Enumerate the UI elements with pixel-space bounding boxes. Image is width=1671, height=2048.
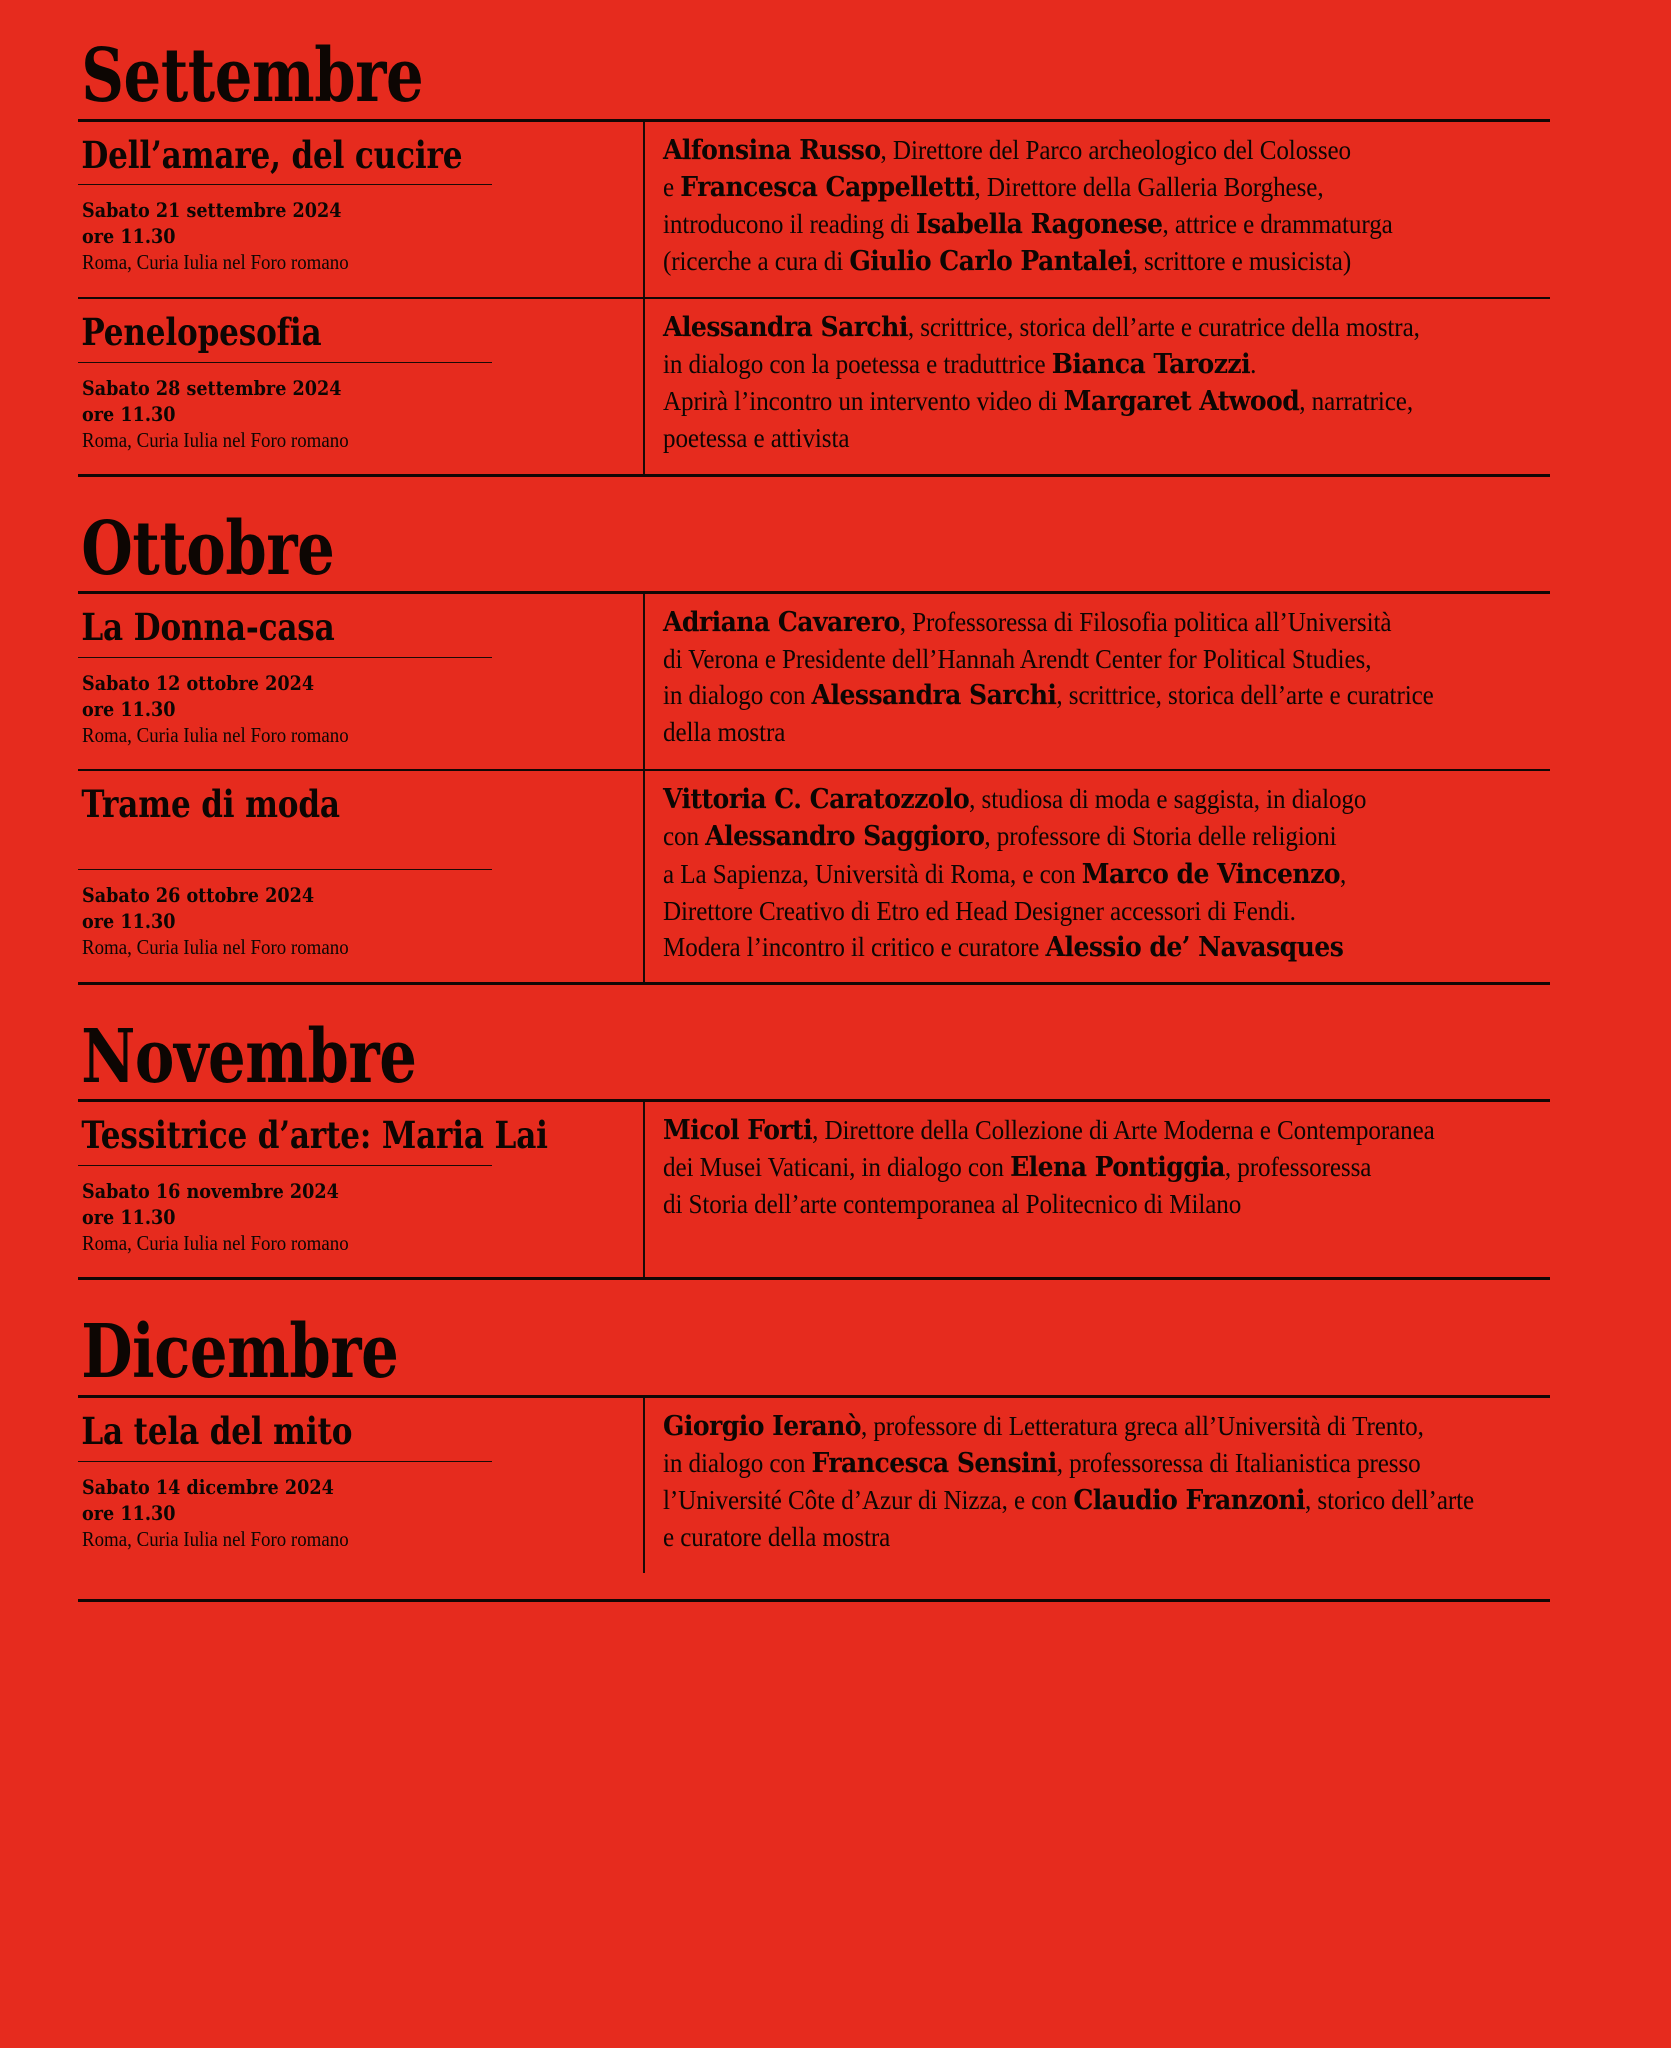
description-line <box>663 856 1488 893</box>
description-line <box>663 818 1488 855</box>
description-text: dei Musei Vaticani, in dialogo con <box>663 1152 1011 1183</box>
description-text: , Professoressa di Filosofia politica all’Università <box>899 607 1392 638</box>
event-left-column <box>78 122 643 297</box>
poster-bottom-divider <box>78 1599 1550 1602</box>
event-time: ore 11.30 <box>82 909 176 934</box>
month-heading: Ottobre <box>81 505 335 592</box>
event-date: Sabato 28 settembre 2024 <box>82 375 342 400</box>
event-meta <box>78 197 619 296</box>
description-line <box>663 604 1488 641</box>
description-line <box>663 641 1488 677</box>
description-text: Aprirà l’incontro un intervento video di <box>663 385 1064 416</box>
description-line <box>663 1149 1488 1186</box>
month-block <box>78 0 1550 477</box>
event-description <box>663 604 1550 766</box>
description-text: , professore di Storia delle religioni <box>984 821 1337 852</box>
description-line <box>663 1112 1488 1149</box>
speaker-name: Francesca Cappelletti <box>680 171 975 203</box>
event-date: Sabato 26 ottobre 2024 <box>82 883 315 908</box>
event-title: La Donna-casa <box>81 605 335 650</box>
event-left-column <box>78 1102 643 1277</box>
description-text: , professoressa di Italianistica presso <box>1056 1447 1421 1478</box>
event-row <box>78 122 1550 297</box>
description-text: , studiosa di moda e saggista, in dialogo <box>969 784 1367 815</box>
speaker-name: Giulio Carlo Pantalei <box>849 245 1132 277</box>
event-meta <box>78 1474 619 1573</box>
description-text: di Storia dell’arte contemporanea al Politecnico di Milano <box>663 1189 1242 1220</box>
description-text: , scrittore e musicista) <box>1131 245 1352 276</box>
event-venue: Roma, Curia Iulia nel Foro romano <box>82 1526 349 1551</box>
event-title: La tela del mito <box>81 1408 353 1453</box>
month-block <box>78 1280 1550 1573</box>
description-text: in dialogo con <box>663 680 812 711</box>
description-line <box>663 1519 1488 1555</box>
event-time: ore 11.30 <box>82 401 176 426</box>
description-line <box>663 893 1488 929</box>
event-meta-divider <box>78 869 492 870</box>
speaker-name: Alessandra Sarchi <box>811 680 1057 712</box>
event-left-column <box>78 594 643 769</box>
event-venue: Roma, Curia Iulia nel Foro romano <box>82 250 349 275</box>
event-description <box>663 1408 1550 1571</box>
description-line <box>663 169 1488 206</box>
description-text: . <box>1250 348 1257 379</box>
event-left-column <box>78 299 643 474</box>
description-text: l’Université Côte d’Azur di Nizza, e con <box>663 1484 1074 1515</box>
event-right-column <box>643 299 1550 474</box>
event-right-column <box>643 122 1550 297</box>
description-text: e <box>663 171 681 202</box>
description-line <box>663 309 1488 346</box>
event-date: Sabato 21 settembre 2024 <box>82 198 342 223</box>
description-line <box>663 243 1488 280</box>
description-line <box>663 1445 1488 1482</box>
event-description <box>663 132 1550 296</box>
speaker-name: Micol Forti <box>663 1115 813 1147</box>
event-right-column <box>643 594 1550 769</box>
speaker-name: Adriana Cavarero <box>663 607 900 639</box>
description-text: con <box>663 821 706 852</box>
speaker-name: Alessandra Sarchi <box>663 311 908 343</box>
description-text: , scrittrice, storica dell’arte e curatrice della mostra, <box>907 311 1420 342</box>
speaker-name: Bianca Tarozzi <box>1051 348 1251 380</box>
event-date: Sabato 12 ottobre 2024 <box>82 671 315 696</box>
description-line <box>663 383 1488 420</box>
event-date: Sabato 16 novembre 2024 <box>82 1178 339 1203</box>
speaker-name: Margaret Atwood <box>1063 385 1300 417</box>
description-line <box>663 677 1488 714</box>
speaker-name: Alfonsina Russo <box>663 134 881 166</box>
description-line <box>663 1408 1488 1445</box>
event-time: ore 11.30 <box>82 1204 176 1229</box>
month-block <box>78 477 1550 985</box>
event-meta <box>78 1178 619 1277</box>
description-text: , Direttore del Parco archeologico del Colosseo <box>880 134 1352 165</box>
description-line <box>663 929 1488 966</box>
description-text: a La Sapienza, Università di Roma, e con <box>663 858 1082 889</box>
event-title: Dell’amare, del cucire <box>81 132 463 177</box>
speaker-name: Isabella Ragonese <box>915 208 1163 240</box>
month-heading: Novembre <box>81 1013 417 1100</box>
description-text: (ricerche a cura di <box>663 245 850 276</box>
speaker-name: Alessio de’ Navasques <box>1045 931 1344 963</box>
event-right-column <box>643 1398 1550 1573</box>
event-left-column <box>78 1398 643 1573</box>
event-meta-divider <box>78 1461 492 1462</box>
event-title: Trame di moda <box>81 782 340 827</box>
month-heading: Settembre <box>81 33 424 119</box>
speaker-name: Marco de Vincenzo <box>1081 858 1340 890</box>
description-text: , Direttore della Collezione di Arte Moderna e Contemporanea <box>812 1115 1435 1146</box>
description-line <box>663 206 1488 243</box>
event-description <box>663 1112 1550 1238</box>
event-row <box>78 771 1550 981</box>
description-text: di Verona e Presidente dell’Hannah Arendt Center for Political Studies, <box>663 644 1372 675</box>
event-left-column <box>78 771 643 981</box>
event-right-column <box>643 771 1550 981</box>
speaker-name: Claudio Franzoni <box>1073 1484 1306 1516</box>
title-spacer <box>78 824 619 869</box>
event-time: ore 11.30 <box>82 224 176 249</box>
speaker-name: Alessandro Saggioro <box>705 821 985 853</box>
event-title: Tessitrice d’arte: Maria Lai <box>81 1113 548 1158</box>
event-venue: Roma, Curia Iulia nel Foro romano <box>82 427 349 452</box>
event-venue: Roma, Curia Iulia nel Foro romano <box>82 1230 349 1255</box>
speaker-name: Elena Pontiggia <box>1010 1152 1225 1184</box>
description-text: Modera l’incontro il critico e curatore <box>663 931 1046 962</box>
description-text: , narratrice, <box>1299 385 1414 416</box>
description-line <box>663 1482 1488 1519</box>
event-meta <box>78 670 619 769</box>
event-meta-divider <box>78 362 492 363</box>
event-row <box>78 299 1550 474</box>
event-time: ore 11.30 <box>82 697 176 722</box>
event-meta-divider <box>78 1165 492 1166</box>
month-heading: Dicembre <box>81 1309 399 1396</box>
description-line <box>663 781 1488 818</box>
description-text: introducono il reading di <box>663 208 916 239</box>
description-text: e curatore della mostra <box>663 1521 891 1552</box>
event-row <box>78 594 1550 769</box>
event-venue: Roma, Curia Iulia nel Foro romano <box>82 723 349 748</box>
event-date: Sabato 14 dicembre 2024 <box>82 1474 334 1499</box>
description-text: , Direttore della Galleria Borghese, <box>974 171 1324 202</box>
event-row <box>78 1398 1550 1573</box>
description-text: della mostra <box>663 717 786 748</box>
description-line <box>663 132 1488 169</box>
description-text: , professoressa <box>1224 1152 1372 1183</box>
description-text: in dialogo con la poetessa e traduttrice <box>663 348 1052 379</box>
description-text: Direttore Creativo di Etro ed Head Designer accessori di Fendi. <box>663 895 1296 926</box>
speaker-name: Vittoria C. Caratozzolo <box>663 784 970 816</box>
event-description <box>663 309 1550 472</box>
speaker-name: Giorgio Ieranò <box>663 1410 861 1442</box>
event-meta <box>78 375 619 474</box>
speaker-name: Francesca Sensini <box>811 1447 1057 1479</box>
event-right-column <box>643 1102 1550 1277</box>
event-meta <box>78 882 619 981</box>
description-text: , scrittrice, storica dell’arte e curatrice <box>1056 680 1434 711</box>
description-text: , storico dell’arte <box>1305 1484 1475 1515</box>
event-time: ore 11.30 <box>82 1500 176 1525</box>
description-text: poetessa e attivista <box>663 422 850 453</box>
description-text: , <box>1339 858 1347 889</box>
event-title: Penelopesofia <box>81 309 322 354</box>
event-meta-divider <box>78 184 492 185</box>
event-venue: Roma, Curia Iulia nel Foro romano <box>82 935 349 960</box>
event-row <box>78 1102 1550 1277</box>
description-line <box>663 714 1488 750</box>
event-description <box>663 781 1550 981</box>
description-text: , professore di Letteratura greca all’Università di Trento, <box>860 1410 1424 1441</box>
month-block <box>78 985 1550 1281</box>
description-line <box>663 420 1488 456</box>
description-text: , attrice e drammaturga <box>1162 208 1393 239</box>
description-line <box>663 346 1488 383</box>
description-line <box>663 1186 1488 1222</box>
description-text: in dialogo con <box>663 1447 812 1478</box>
event-meta-divider <box>78 657 492 658</box>
